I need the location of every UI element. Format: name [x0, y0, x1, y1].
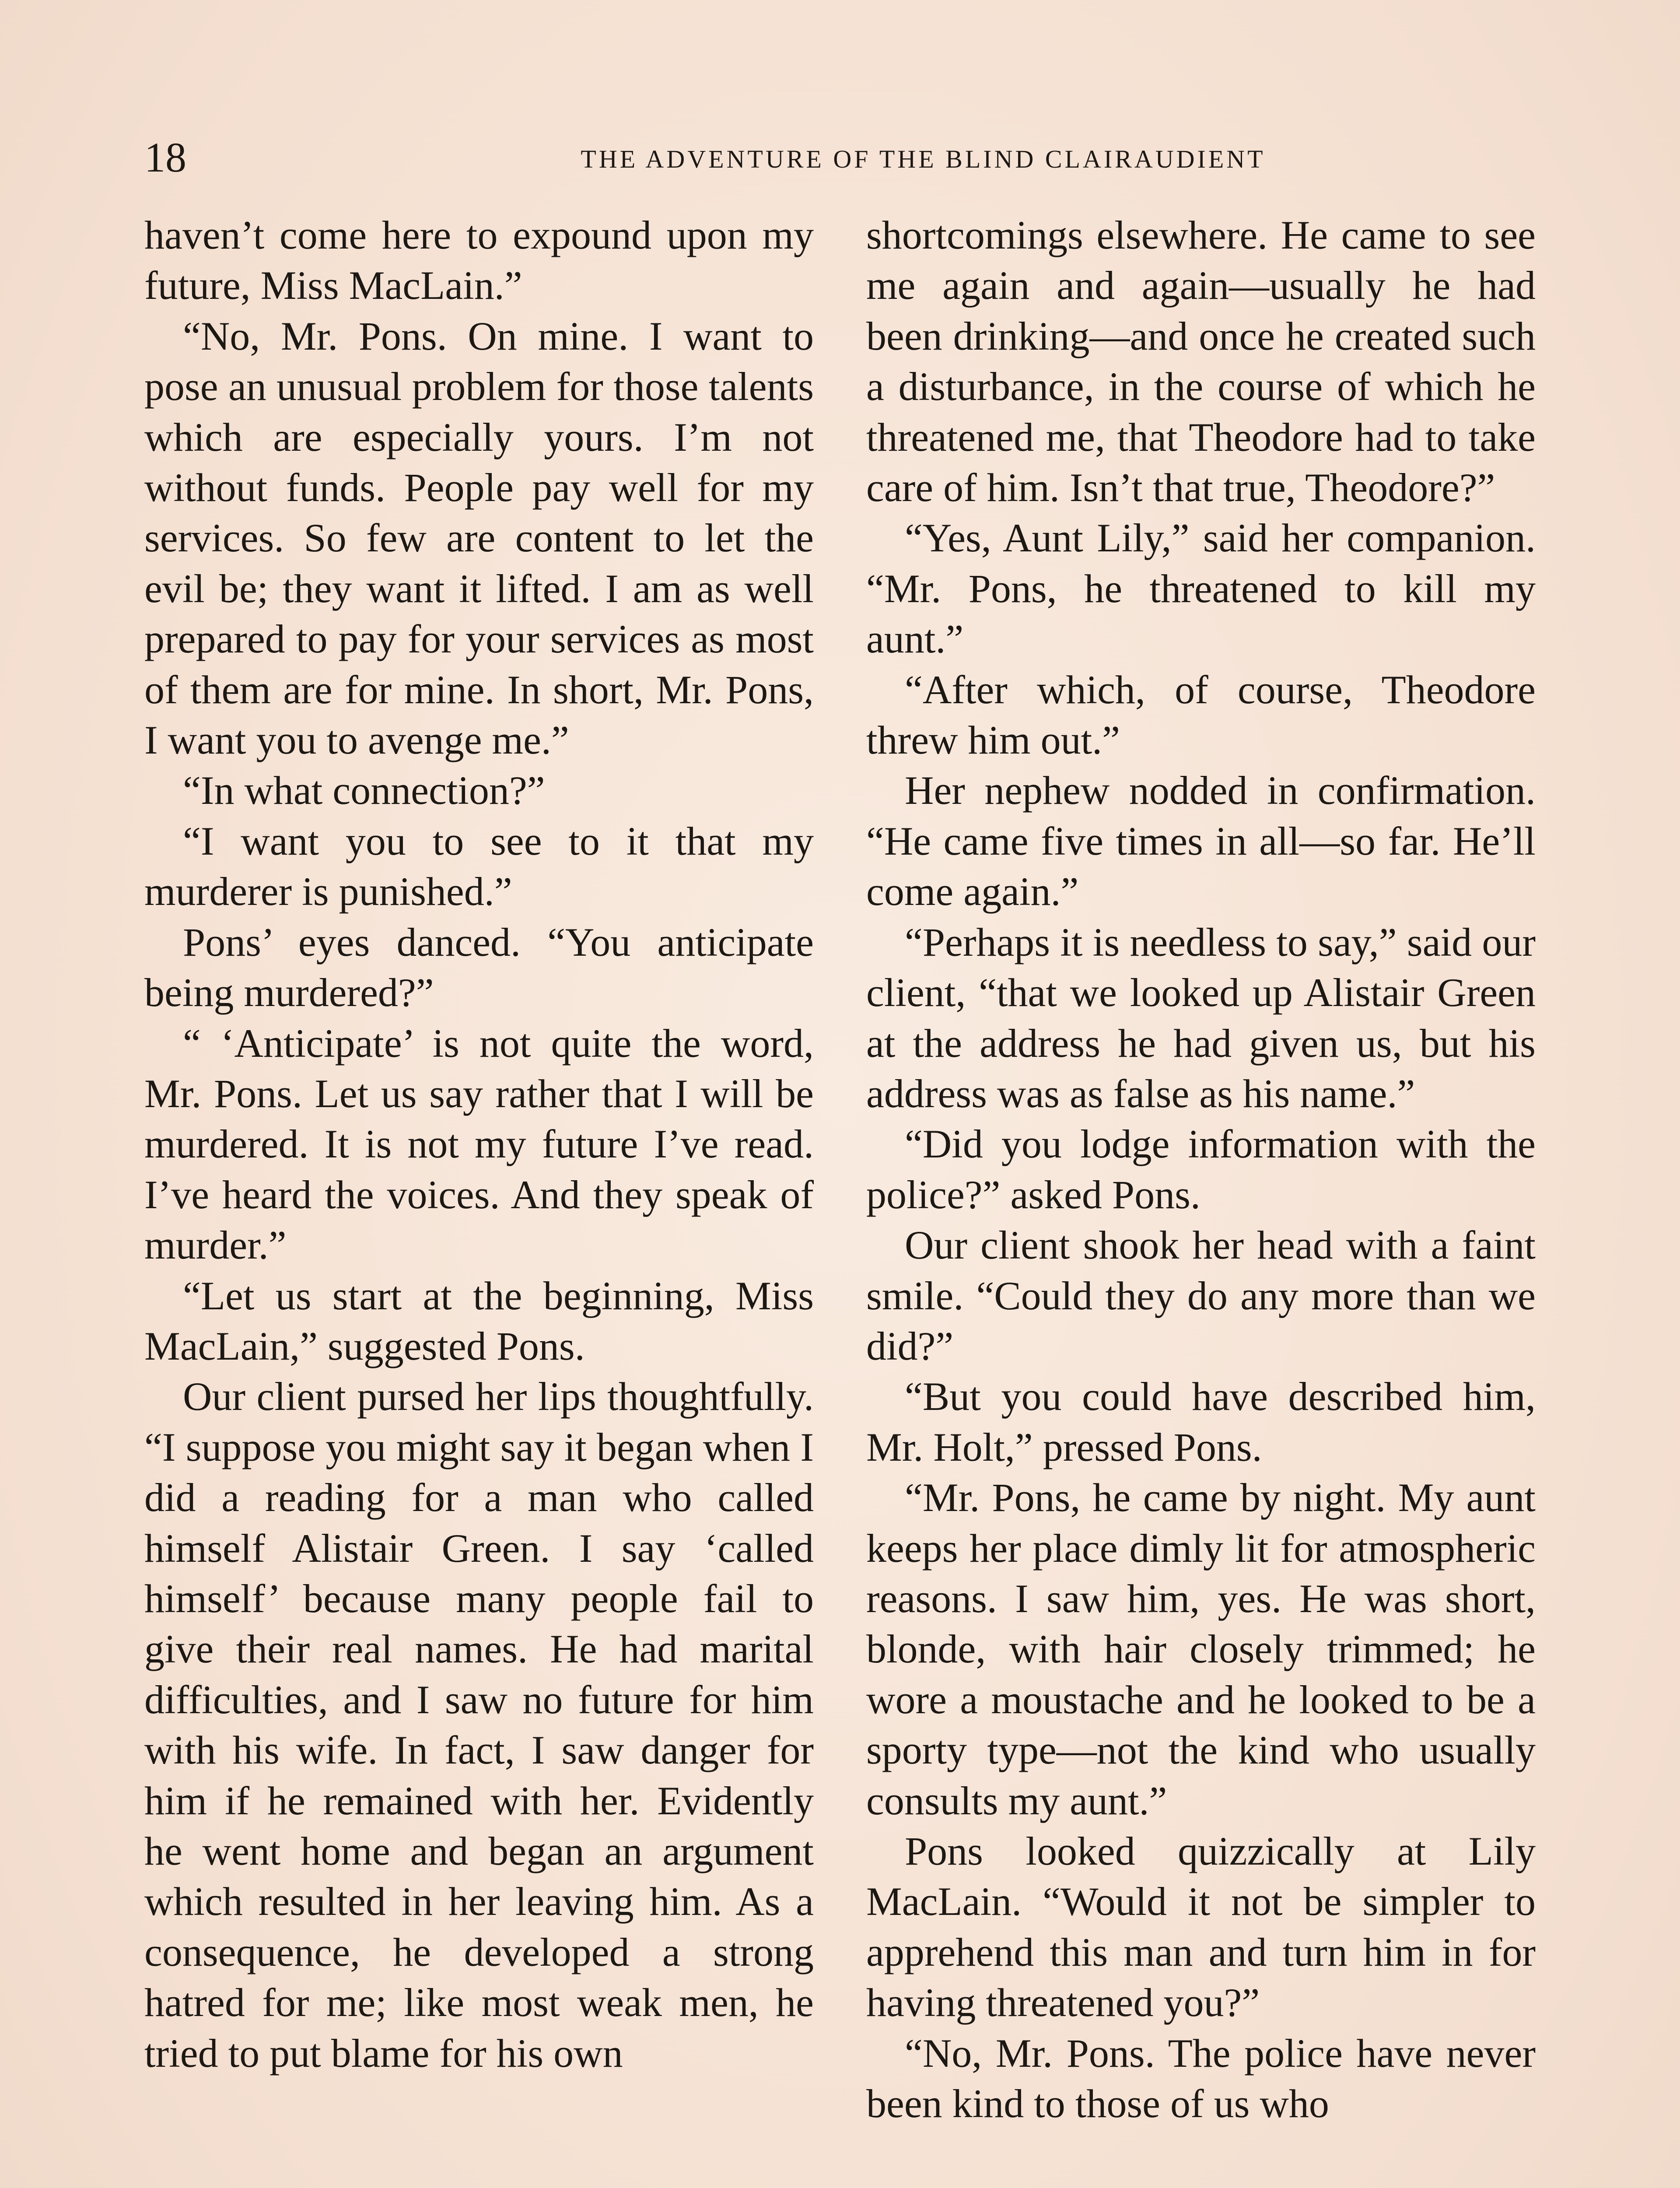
paragraph: “In what connection?”: [183, 768, 545, 813]
paragraph: “After which, of course, Theodore threw him out.”: [866, 667, 1536, 763]
paragraph: “Did you lodge information with the police?” asked Pons.: [866, 1122, 1536, 1217]
paragraph: Our client shook her head with a faint smile. “Could they do any more than we did?”: [866, 1223, 1536, 1368]
paragraph: “But you could have described him, Mr. Holt,” pressed Pons.: [866, 1374, 1536, 1469]
page-number: 18: [144, 134, 186, 181]
paragraph: “Yes, Aunt Lily,” said her companion. “Mr. Pons, he threatened to kill my aunt.”: [866, 515, 1536, 662]
left-column: [144, 210, 814, 2079]
paragraph: Pons looked quizzically at Lily MacLain. “Would it not be simpler to apprehend this man and turn him in for having threatened you?”: [866, 1829, 1536, 2025]
page-header: [144, 131, 1536, 184]
paragraph: Pons’ eyes danced. “You anticipate being murdered?”: [144, 919, 814, 1015]
paragraph: “Let us start at the beginning, Miss MacLain,” suggested Pons.: [144, 1273, 814, 1368]
right-column: [866, 210, 1536, 2129]
paragraph: Her nephew nodded in confirmation. “He came five times in all—so far. He’ll come again.”: [866, 768, 1536, 914]
paragraph: “I want you to see to it that my murderer is punished.”: [144, 818, 814, 914]
paragraph: “No, Mr. Pons. On mine. I want to pose an unusual problem for those talents which are especially yours. I’m not without funds. People pay well for my services. So few are content to let the evil be; they want it lifted. I am as well prepared to pay for your services as most of them are for mine. In short, Mr. Pons, I want you to avenge me.”: [144, 313, 814, 763]
paragraph: “No, Mr. Pons. The police have never been kind to those of us who: [866, 2030, 1536, 2126]
paragraph: shortcomings elsewhere. He came to see me again and again—usually he had been drinking—and once he created such a disturbance, in the course of which he threatened me, that Theodore had to take care of him. Isn’t that true, Theodore?”: [866, 213, 1536, 510]
running-head: THE ADVENTURE OF THE BLIND CLAIRAUDIENT: [581, 145, 1266, 173]
paragraph: “Perhaps it is needless to say,” said our client, “that we looked up Alistair Green at the address he had given us, but his address was as false as his name.”: [866, 919, 1536, 1116]
paragraph: “ ‘Anticipate’ is not quite the word, Mr. Pons. Let us say rather that I will be murdered. It is not my future I’ve read. I’ve heard the voices. And they speak of murder.”: [144, 1020, 814, 1268]
paragraph: haven’t come here to expound upon my future, Miss MacLain.”: [144, 213, 814, 308]
paragraph: Our client pursed her lips thoughtfully. “I suppose you might say it began when I did a reading for a man who called himself Alistair Green. I say ‘called himself’ because many people fail to give their real names. He had marital difficulties, and I saw no future for him with his wife. In fact, I saw danger for him if he remained with her. Evidently he went home and began an argument which resulted in her leaving him. As a consequence, he developed a strong hatred for me; like most weak men, he tried to put blame for his own: [144, 1374, 814, 2076]
paragraph: “Mr. Pons, he came by night. My aunt keeps her place dimly lit for atmospheric reasons. I saw him, yes. He was short, blonde, with hair closely trimmed; he wore a moustache and he looked to be a sporty type—not the kind who usually consults my aunt.”: [866, 1475, 1536, 1823]
